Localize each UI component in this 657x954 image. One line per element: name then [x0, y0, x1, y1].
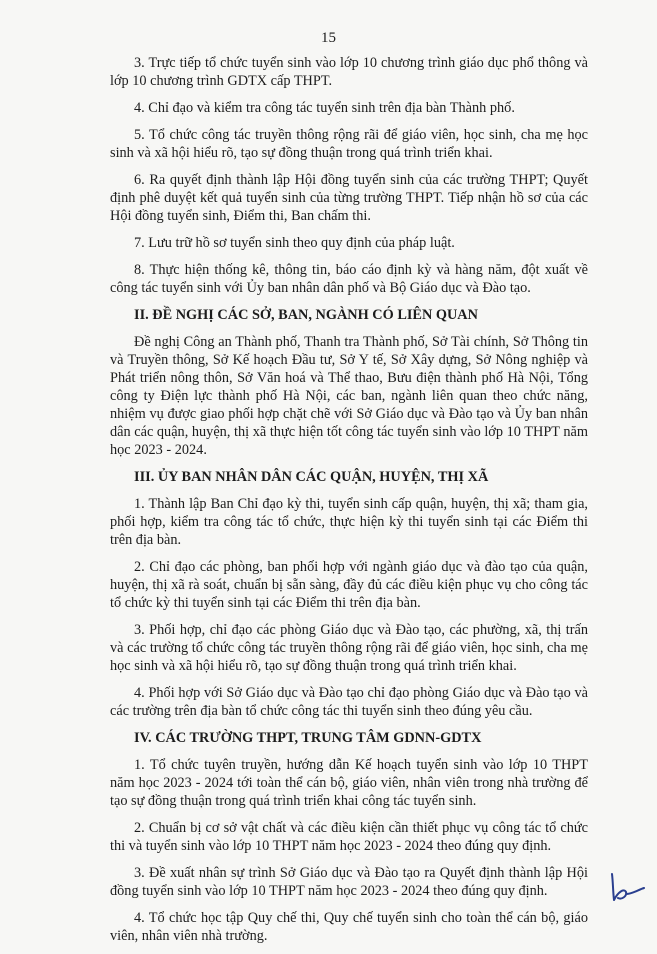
paragraph: 3. Phối hợp, chỉ đạo các phòng Giáo dục và Đào tạo, các phường, xã, thị trấn và các trường tổ chức công tác truyền thông rộng rãi để giáo viên, học sinh, cha mẹ học sinh và xã hội hiểu rõ, tạo sự đồng thuận trong quá trình triển khai.: [110, 622, 588, 674]
document-body: [110, 54, 588, 954]
paragraph: 5. Tổ chức công tác truyền thông rộng rãi để giáo viên, học sinh, cha mẹ học sinh và xã hội hiểu rõ, tạo sự đồng thuận trong quá trình triển khai.: [110, 127, 588, 161]
paragraph: 1. Tổ chức tuyên truyền, hướng dẫn Kế hoạch tuyển sinh vào lớp 10 THPT năm học 2023 - 2024 tới toàn thể cán bộ, giáo viên, nhân viên trong nhà trường để tạo sự đồng thuận trong quá trình triển khai công tác tuyển sinh.: [110, 757, 588, 809]
section-heading: II. ĐỀ NGHỊ CÁC SỞ, BAN, NGÀNH CÓ LIÊN QUAN: [134, 307, 478, 323]
paragraph: 8. Thực hiện thống kê, thông tin, báo cáo định kỳ và hàng năm, đột xuất về công tác tuyển sinh với Ủy ban nhân dân phố và Bộ Giáo dục và Đào tạo.: [110, 262, 588, 296]
paragraph: 7. Lưu trữ hồ sơ tuyển sinh theo quy định của pháp luật.: [134, 235, 455, 251]
paragraph: 6. Ra quyết định thành lập Hội đồng tuyển sinh của các trường THPT; Quyết định phê duyệt kết quả tuyển sinh của từng trường THPT. Tiếp nhận hồ sơ của các Hội đồng tuyển sinh, Điểm thi, Ban chấm thi.: [110, 172, 588, 224]
paragraph: 4. Chỉ đạo và kiểm tra công tác tuyển sinh trên địa bàn Thành phố.: [134, 100, 515, 116]
paragraph: 1. Thành lập Ban Chỉ đạo kỳ thi, tuyển sinh cấp quận, huyện, thị xã; tham gia, phối hợp, kiểm tra công tác tổ chức, thực hiện kỳ thi tuyển sinh tại các Điểm thi trên địa bàn.: [110, 496, 588, 548]
paragraph: 3. Trực tiếp tổ chức tuyển sinh vào lớp 10 chương trình giáo dục phổ thông và lớp 10 chương trình GDTX cấp THPT.: [110, 55, 588, 89]
paragraph: 4. Tổ chức học tập Quy chế thi, Quy chế tuyển sinh cho toàn thể cán bộ, giáo viên, nhân viên nhà trường.: [110, 910, 588, 944]
paragraph: 3. Đề xuất nhân sự trình Sở Giáo dục và Đào tạo ra Quyết định thành lập Hội đồng tuyển sinh vào lớp 10 THPT năm học 2023 - 2024 theo đúng quy định.: [110, 865, 588, 899]
section-heading: IV. CÁC TRƯỜNG THPT, TRUNG TÂM GDNN-GDTX: [134, 730, 482, 746]
paragraph: Đề nghị Công an Thành phố, Thanh tra Thành phố, Sở Tài chính, Sở Thông tin và Truyền thông, Sở Kế hoạch Đầu tư, Sở Y tế, Sở Xây dựng, Sở Nông nghiệp và Phát triển nông thôn, Sở Văn hoá và Thể thao, Bưu điện thành phố Hà Nội, Tổng công ty Điện lực thành phố Hà Nội, các ban, ngành liên quan theo chức năng, nhiệm vụ được giao phối hợp chặt chẽ với Sở Giáo dục và Đào tạo và Ủy ban nhân dân các quận, huyện, thị xã thực hiện tốt công tác tuyển sinh vào lớp 10 THPT năm học 2023 - 2024.: [110, 334, 588, 458]
paragraph: 4. Phối hợp với Sở Giáo dục và Đào tạo chỉ đạo phòng Giáo dục và Đào tạo và các trường trên địa bàn tổ chức công tác thi tuyển sinh theo đúng yêu cầu.: [110, 685, 588, 719]
paragraph: 2. Chuẩn bị cơ sở vật chất và các điều kiện cần thiết phục vụ công tác tổ chức thi và tuyển sinh vào lớp 10 THPT năm học 2023 - 2024 theo đúng quy định.: [110, 820, 588, 854]
paragraph: 2. Chỉ đạo các phòng, ban phối hợp với ngành giáo dục và đào tạo của quận, huyện, thị xã rà soát, chuẩn bị sẵn sàng, đầy đủ các điều kiện phục vụ cho công tác tổ chức kỳ thi tuyển sinh tại các Điểm thi trên địa bàn.: [110, 559, 588, 611]
section-heading: III. ỦY BAN NHÂN DÂN CÁC QUẬN, HUYỆN, THỊ XÃ: [134, 469, 489, 485]
page-number: 15: [321, 30, 336, 46]
initials-signature: [604, 870, 648, 904]
